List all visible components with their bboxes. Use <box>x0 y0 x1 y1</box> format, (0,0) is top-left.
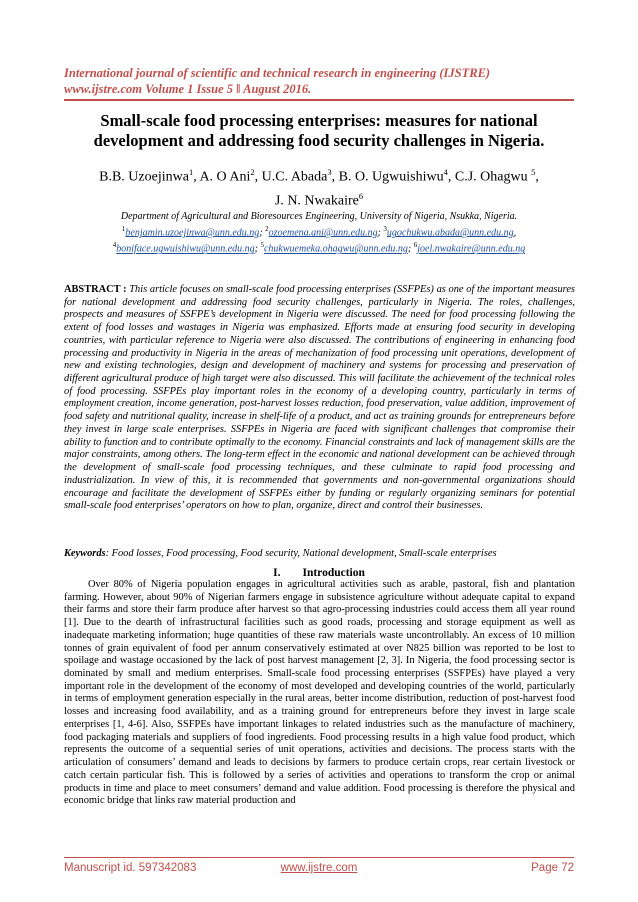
email-link[interactable]: chukwuemeka.ohagwu@unn.edu.ng <box>263 243 408 255</box>
author-sep: , <box>193 169 200 185</box>
email-link[interactable]: benjamin.uzoejinwa@unn.edu.ng <box>125 227 260 239</box>
email-sup: 1 <box>121 225 126 233</box>
email-link[interactable]: ozoemena.ani@unn.edu.ng <box>268 227 378 239</box>
author-name: A. O Ani <box>199 169 251 185</box>
introduction-paragraph: Over 80% of Nigeria population engages in agricultural activities such as arable, pastoral, fish and plantation farming. However, about 90% of Nigerian farmers engage in subsistence agriculture without adequate capital to expand their farms and store their farm produce after harvest so that agro-processing industries could access them all year round [1]. Due to the dearth of infrastructural facilities such as good roads, processing and storage equipment as well as inadequate marketing information; huge quantities of these raw materials waste uncontrollably. An excess of 10 million tonnes of grain equivalent of food per annum conservatively estimated at over N825 billion was reported to be lost to spoilage and wastage occasioned by the lack of post harvest management [2, 3]. In Nigeria, the food processing sector is dominated by small and medium enterprises. Small-scale food processing enterprises (SSFPEs) have played a very important role in the development of the economy of most developed and developing countries of the world, particularly in terms of employment generation especially in the rural areas, better income distribution, reduction of post-harvest food losses and increasing food availability, and as a training ground for entrepreneurs before they invest in large scale enterprises [1, 4-6]. Also, SSFPEs have important linkages to related industries such as the manufacture of machinery, food packaging materials and suppliers of food ingredients. Food processing results in a high value food product, which represents the outcome of a sequential series of unit operations, activities and decisions. The process starts with the articulation of consumers’ demand and leads to decisions by farmers to produce certain crops, rear certain livestock or catch certain particular fish. This is followed by a series of activities and operations to transform the crop or animal products in time and place to meet consumers’ demand and value addition. Food processing is therefore the physical and economic bridge that links raw material production and <box>64 579 575 807</box>
author-name: B.B. Uzoejinwa <box>99 169 189 185</box>
email-link[interactable]: boniface.ugwuishiwu@unn.edu.ng <box>116 243 255 255</box>
author-sup: 2 <box>250 167 255 177</box>
abstract-label: ABSTRACT : <box>64 284 127 295</box>
email-link[interactable]: ugochukwu.abada@unn.edu.ng <box>386 227 514 239</box>
email-sup: 3 <box>383 225 387 233</box>
email-sup: 6 <box>413 241 418 250</box>
author-sep: , <box>447 169 455 185</box>
email-line-1 <box>64 223 574 239</box>
page-footer <box>64 857 574 878</box>
author-sup: 4 <box>443 167 448 177</box>
email-sep: , <box>513 227 517 239</box>
email-sup: 2 <box>265 225 269 233</box>
journal-website-link[interactable]: www.ijstre.com <box>280 862 358 874</box>
section-title: Introduction <box>302 567 365 579</box>
author-sep: , <box>254 169 262 185</box>
author-name: J. N. Nwakaire <box>274 193 359 209</box>
email-line-2 <box>64 239 574 255</box>
author-sep: , <box>331 169 339 185</box>
email-sep: ; <box>259 227 266 239</box>
author-sup: 5 <box>531 167 536 177</box>
email-sep: ; <box>407 243 414 255</box>
manuscript-id: Manuscript id. 597342083 <box>64 862 197 874</box>
author-name: U.C. Abada <box>261 169 328 185</box>
email-sep: ; <box>377 227 384 239</box>
author-list <box>64 163 574 210</box>
header-divider <box>64 99 574 101</box>
email-sep: ; <box>254 243 261 255</box>
journal-header <box>64 66 584 97</box>
email-sup: 4 <box>112 241 117 250</box>
email-sup: 5 <box>260 241 264 250</box>
author-sup: 3 <box>327 167 332 177</box>
journal-name: International journal of scientific and technical research in engineering (IJSTRE) <box>64 66 491 80</box>
department: Department of Agricultural and Bioresources Engineering, University of Nigeria, Nsukka, Nigeria. <box>120 211 518 222</box>
abstract <box>64 284 575 513</box>
paper-title: Small-scale food processing enterprises: measures for national development and addressing food security challenges in Nigeria. <box>93 111 545 150</box>
author-name: C.J. Ohagwu <box>454 169 532 185</box>
keywords-label: Keywords <box>64 548 106 559</box>
journal-issue: www.ijstre.com Volume 1 Issue 5 ǁ August 2016. <box>64 81 312 96</box>
page-number: Page 72 <box>531 862 574 874</box>
author-sup: 6 <box>358 190 364 201</box>
author-sup: 1 <box>188 167 194 177</box>
keywords-text: : Food losses, Food processing, Food security, National development, Small-scale enterprises <box>105 548 497 559</box>
author-sep: , <box>535 169 539 185</box>
section-number: I. <box>273 567 281 579</box>
affiliation <box>64 210 574 256</box>
email-link[interactable]: joel.nwakaire@unn.edu.ng <box>417 243 526 255</box>
section-heading <box>64 566 574 580</box>
keywords <box>64 547 575 560</box>
abstract-text: This article focuses on small-scale food processing enterprises (SSFPEs) as one of the important measures for national development and addressing food security challenges, particularly in Nigeria. The roles, challenges, prospects and measures of SSFPE’s development in Nigeria were discussed. The need for food processing following the extent of food losses and wastages in Nigeria was emphasized. Efforts made at ensuring food security in developing countries, with particular reference to Nigeria were also discussed. The contributions of engineering in enhancing food processing and productivity in Nigeria in the areas of mechanization of food processing unit operations, development of new and existing technologies, design and development of machinery and systems for processing and preservation of different agricultural produce of high target were also discussed. This will facilitate the achievement of the technical roles of food processing. SSFPEs play important roles in the economy of a developing country, particularly in terms of employment creation, income generation, post-harvest losses reduction, food preservation, value addition, improvement of food safety and nutritional quality, increase in shelf-life of a product, and act as training grounds for entrepreneurs before they invest in large scale enterprises. SSFPEs in Nigeria are faced with significant challenges that compromise their ability to function and to contribute optimally to the economy. Financial constraints and lack of management skills are the major constraints, among others. The long-term effect in the economic and national development can be achieved through the development of small-scale food processing techniques, and these culminate to rapid food processing and industrialization. In view of this, it is recommended that governments and non-governmental organizations should encourage and facilitate the development of SSFPEs either by funding or regularly organizing seminars for potential small-scale food enterprises’ operators on how to plan, organize, direct and control their businesses. <box>64 284 575 512</box>
author-name: B. O. Ugwuishiwu <box>338 169 444 185</box>
